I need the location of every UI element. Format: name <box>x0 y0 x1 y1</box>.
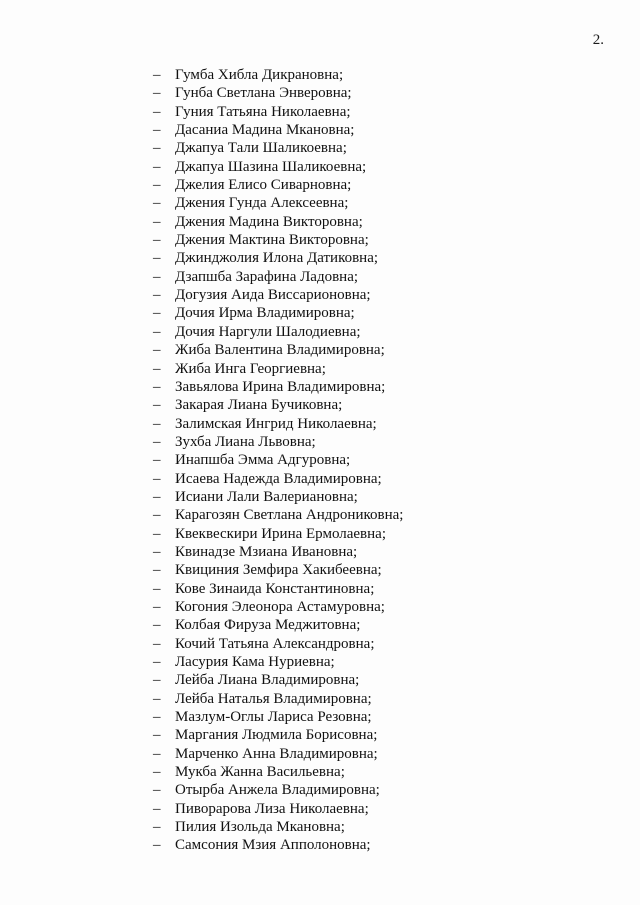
list-dash: – <box>153 672 161 689</box>
person-name: Джапуа Шазина Шаликоевна; <box>175 158 367 175</box>
list-item <box>153 213 403 231</box>
person-name: Самсония Мзия Апполоновна; <box>175 837 371 854</box>
list-dash: – <box>153 378 161 395</box>
list-dash: – <box>153 580 161 597</box>
person-name: Гунба Светлана Энверовна; <box>175 85 352 102</box>
list-item <box>153 671 403 689</box>
list-dash: – <box>153 360 161 377</box>
person-name: Квеквескири Ирина Ермолаевна; <box>175 525 386 542</box>
list-item <box>153 800 403 818</box>
list-item <box>153 781 403 799</box>
person-name: Карагозян Светлана Андрониковна; <box>175 507 404 524</box>
list-item <box>153 415 403 433</box>
person-name: Исиани Лали Валериановна; <box>175 488 358 505</box>
person-name: Джения Мадина Викторовна; <box>175 213 363 230</box>
person-name: Догузия Аида Виссарионовна; <box>175 287 371 304</box>
list-dash: – <box>153 268 161 285</box>
list-dash: – <box>153 562 161 579</box>
person-name: Закарая Лиана Бучиковна; <box>175 397 343 414</box>
list-item <box>153 580 403 598</box>
list-item <box>153 194 403 212</box>
person-name: Джапуа Тали Шаликоевна; <box>175 140 347 157</box>
list-item <box>153 488 403 506</box>
person-name: Ласурия Кама Нуриевна; <box>175 654 335 670</box>
list-item <box>153 818 403 836</box>
list-item <box>153 323 403 341</box>
list-dash: – <box>153 140 161 157</box>
person-name: Инапшба Эмма Адгуровна; <box>175 452 351 469</box>
list-dash: – <box>153 433 161 450</box>
list-dash: – <box>153 415 161 432</box>
list-item <box>153 836 403 854</box>
list-item <box>153 433 403 451</box>
list-dash: – <box>153 745 161 762</box>
list-item <box>153 378 403 396</box>
person-name: Гумба Хибла Дикрановна; <box>175 67 344 83</box>
list-item <box>153 708 403 726</box>
list-dash: – <box>153 525 161 542</box>
list-dash: – <box>153 488 161 505</box>
list-item <box>153 360 403 378</box>
person-name: Залимская Ингрид Николаевна; <box>175 415 377 432</box>
list-dash: – <box>153 782 161 799</box>
list-dash: – <box>153 250 161 267</box>
person-name: Исаева Надежда Владимировна; <box>175 470 382 487</box>
list-dash: – <box>153 598 161 615</box>
list-item <box>153 506 403 524</box>
list-dash: – <box>153 617 161 634</box>
list-item <box>153 451 403 469</box>
list-dash: – <box>153 158 161 175</box>
list-dash: – <box>153 690 161 707</box>
person-name: Дзапшба Зарафина Ладовна; <box>175 268 359 285</box>
list-item <box>153 176 403 194</box>
person-name: Колбая Фируза Меджитовна; <box>175 617 361 634</box>
list-item <box>153 653 403 671</box>
list-item <box>153 616 403 634</box>
list-item <box>153 543 403 561</box>
list-dash: – <box>153 232 161 249</box>
list-item <box>153 103 403 121</box>
list-dash: – <box>153 323 161 340</box>
list-item <box>153 561 403 579</box>
list-dash: – <box>153 342 161 359</box>
person-name: Джинджолия Илона Датиковна; <box>175 250 379 267</box>
list-item <box>153 690 403 708</box>
person-name: Марченко Анна Владимировна; <box>175 745 378 762</box>
person-name: Отырба Анжела Владимировна; <box>175 782 380 799</box>
person-name: Пилия Изольда Мкановна; <box>175 819 345 836</box>
person-name: Лейба Наталья Владимировна; <box>175 690 372 707</box>
list-dash: – <box>153 800 161 817</box>
list-item <box>153 598 403 616</box>
list-dash: – <box>153 122 161 139</box>
list-item <box>153 139 403 157</box>
person-name: Джения Мактина Викторовна; <box>175 232 369 249</box>
person-name: Дасаниа Мадина Мкановна; <box>175 122 355 139</box>
list-item <box>153 84 403 102</box>
person-name: Кове Зинаида Константиновна; <box>175 580 375 597</box>
list-item <box>153 249 403 267</box>
list-item <box>153 66 403 84</box>
person-name: Квициния Земфира Хакибеевна; <box>175 562 382 579</box>
list-dash: – <box>153 507 161 524</box>
list-dash: – <box>153 195 161 212</box>
list-dash: – <box>153 727 161 744</box>
list-dash: – <box>153 287 161 304</box>
list-dash: – <box>153 470 161 487</box>
list-dash: – <box>153 103 161 120</box>
list-item <box>153 341 403 359</box>
page-number: 2. <box>592 32 604 48</box>
list-dash: – <box>153 764 161 781</box>
person-name: Квинадзе Мзиана Ивановна; <box>175 543 358 560</box>
person-name: Жиба Инга Георгиевна; <box>175 360 326 377</box>
person-name: Зухба Лиана Львовна; <box>175 433 316 450</box>
list-item <box>153 304 403 322</box>
person-name: Мукба Жанна Васильевна; <box>175 764 345 781</box>
list-dash: – <box>153 452 161 469</box>
list-item <box>153 726 403 744</box>
person-name: Жиба Валентина Владимировна; <box>175 342 385 359</box>
person-name: Джения Гунда Алексеевна; <box>175 195 349 212</box>
list-item <box>153 231 403 249</box>
list-item <box>153 396 403 414</box>
person-name: Дочия Ирма Владимировна; <box>175 305 355 322</box>
name-list <box>153 66 403 855</box>
person-name: Джелия Елисо Сиварновна; <box>175 177 352 194</box>
person-name: Мазлум-Оглы Лариса Резовна; <box>175 709 372 726</box>
list-item <box>153 158 403 176</box>
person-name: Когония Элеонора Астамуровна; <box>175 598 385 615</box>
list-dash: – <box>153 305 161 322</box>
person-name: Гуния Татьяна Николаевна; <box>175 103 351 120</box>
person-name: Пиворарова Лиза Николаевна; <box>175 800 369 817</box>
list-item <box>153 470 403 488</box>
list-item <box>153 763 403 781</box>
list-dash: – <box>153 543 161 560</box>
list-item <box>153 286 403 304</box>
list-dash: – <box>153 819 161 836</box>
person-name: Лейба Лиана Владимировна; <box>175 672 360 689</box>
list-dash: – <box>153 213 161 230</box>
list-dash: – <box>153 397 161 414</box>
person-name: Кочий Татьяна Александровна; <box>175 635 375 652</box>
list-dash: – <box>153 177 161 194</box>
list-dash: – <box>153 654 161 670</box>
list-item <box>153 635 403 653</box>
list-dash: – <box>153 85 161 102</box>
list-dash: – <box>153 709 161 726</box>
list-item <box>153 121 403 139</box>
list-dash: – <box>153 67 161 83</box>
person-name: Завьялова Ирина Владимировна; <box>175 378 386 395</box>
person-name: Дочия Наргули Шалодиевна; <box>175 323 361 340</box>
list-item <box>153 745 403 763</box>
list-dash: – <box>153 635 161 652</box>
list-dash: – <box>153 837 161 854</box>
person-name: Маргания Людмила Борисовна; <box>175 727 378 744</box>
list-item <box>153 268 403 286</box>
list-item <box>153 525 403 543</box>
